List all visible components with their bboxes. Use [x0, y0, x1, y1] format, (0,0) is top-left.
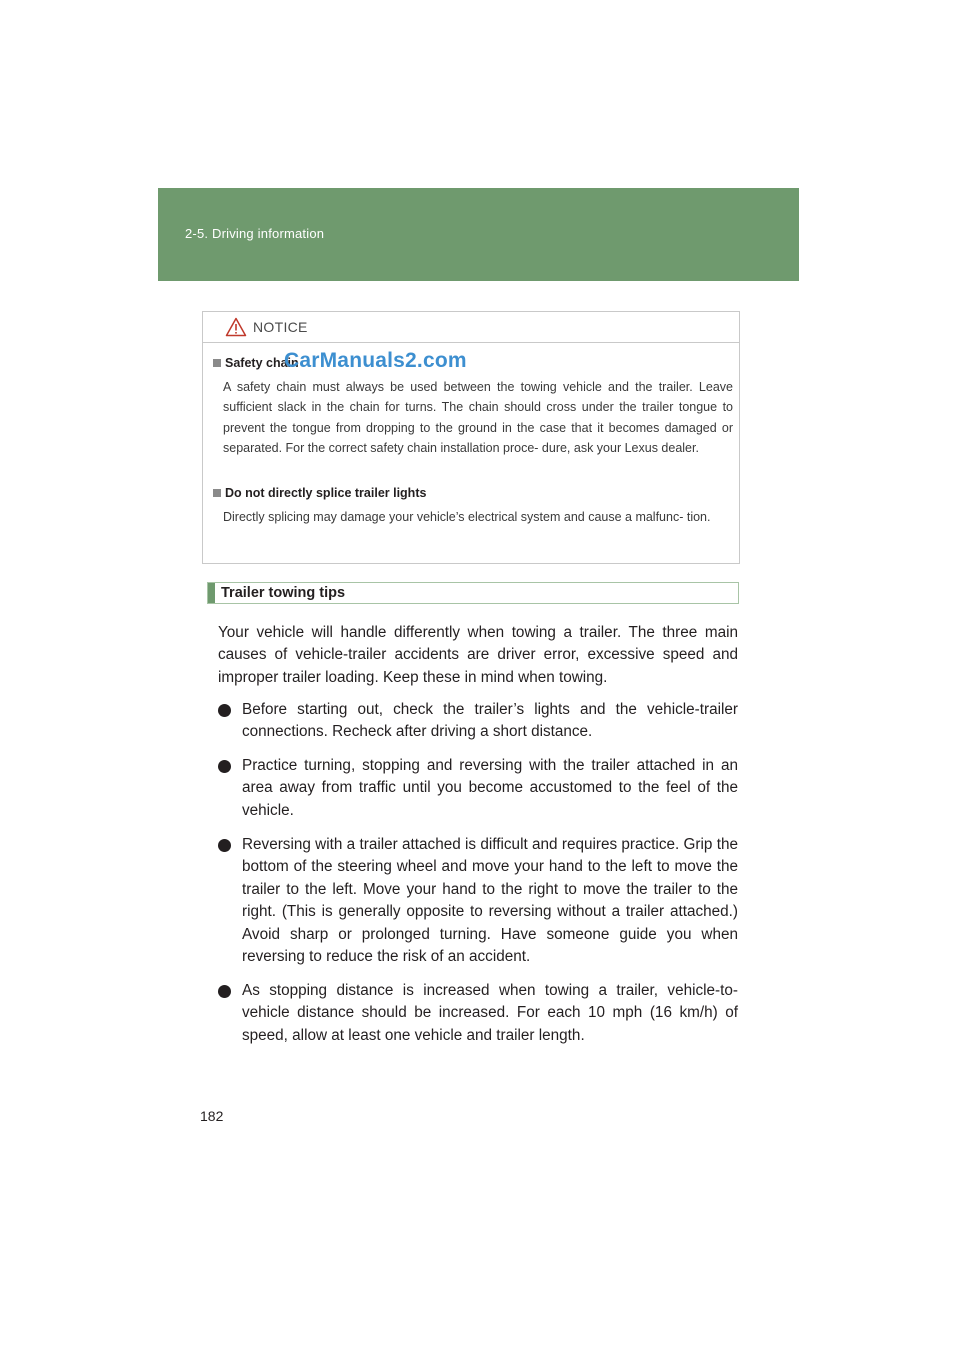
list-item: [218, 834, 738, 968]
notice-title: NOTICE: [253, 319, 308, 335]
watermark-logo: CarManuals2.com: [284, 349, 467, 372]
section-breadcrumb: 2-5. Driving information: [185, 226, 325, 241]
bullet-dot-icon: [218, 839, 231, 852]
square-bullet-icon: [213, 489, 221, 497]
warning-triangle-icon: [225, 317, 247, 337]
list-item-text: Practice turning, stopping and reversing with the trailer attached in an area away from traffic until you become accustomed to the feel of the vehicle.: [242, 757, 738, 819]
list-item: [218, 755, 738, 822]
intro-paragraph: Your vehicle will handle differently when towing a trailer. The three main causes of vehicle-trailer accidents are driver error, excessive speed and improper trailer loading. Keep these in mind when towing.: [218, 624, 738, 686]
notice-item-heading: Do not directly splice trailer lights: [225, 486, 427, 500]
header-band: [158, 188, 799, 281]
section-heading-box: [207, 582, 739, 604]
page-number: 182: [200, 1108, 224, 1124]
list-item-text: Reversing with a trailer attached is difficult and requires practice. Grip the bottom of the steering wheel and move your hand to the left to move the trailer to the left. Move your hand to the right to move the trailer to the right. (This is generally opposite to reversing without a trailer attached.) Avoid sharp or prolonged turning. Have someone guide you when reversing to reduce the risk of an accident.: [242, 836, 738, 966]
list-item: [218, 980, 738, 1047]
section-heading-accent-bar: [208, 583, 215, 603]
notice-header: [203, 312, 739, 343]
section-heading: Trailer towing tips: [221, 585, 346, 601]
list-item-text: Before starting out, check the trailer’s lights and the vehicle-trailer connections. Recheck after driving a short distance.: [242, 701, 738, 741]
notice-item-splice-lights: [213, 486, 733, 527]
notice-item-text: A safety chain must always be used between the towing vehicle and the trailer. Leave sufficient slack in the chain for turns. The chain should cross under the trailer tongue to prevent the tongue from dropping to the ground in the case that it becomes damaged or separated. For the correct safety chain installation proce- dure, ask your Lexus dealer.: [223, 380, 733, 455]
bullet-dot-icon: [218, 704, 231, 717]
list-item-text: As stopping distance is increased when towing a trailer, vehicle-to- vehicle distance should be increased. For each 10 mph (16 km/h) of speed, allow at least one vehicle and trailer length.: [242, 982, 738, 1044]
list-item: [218, 699, 738, 744]
notice-item-text: Directly splicing may damage your vehicle’s electrical system and cause a malfunc- tion.: [223, 510, 711, 524]
notice-box: [202, 311, 740, 564]
square-bullet-icon: [213, 359, 221, 367]
notice-item-heading: Safety chain: [225, 356, 299, 370]
bullet-dot-icon: [218, 760, 231, 773]
bullet-dot-icon: [218, 985, 231, 998]
